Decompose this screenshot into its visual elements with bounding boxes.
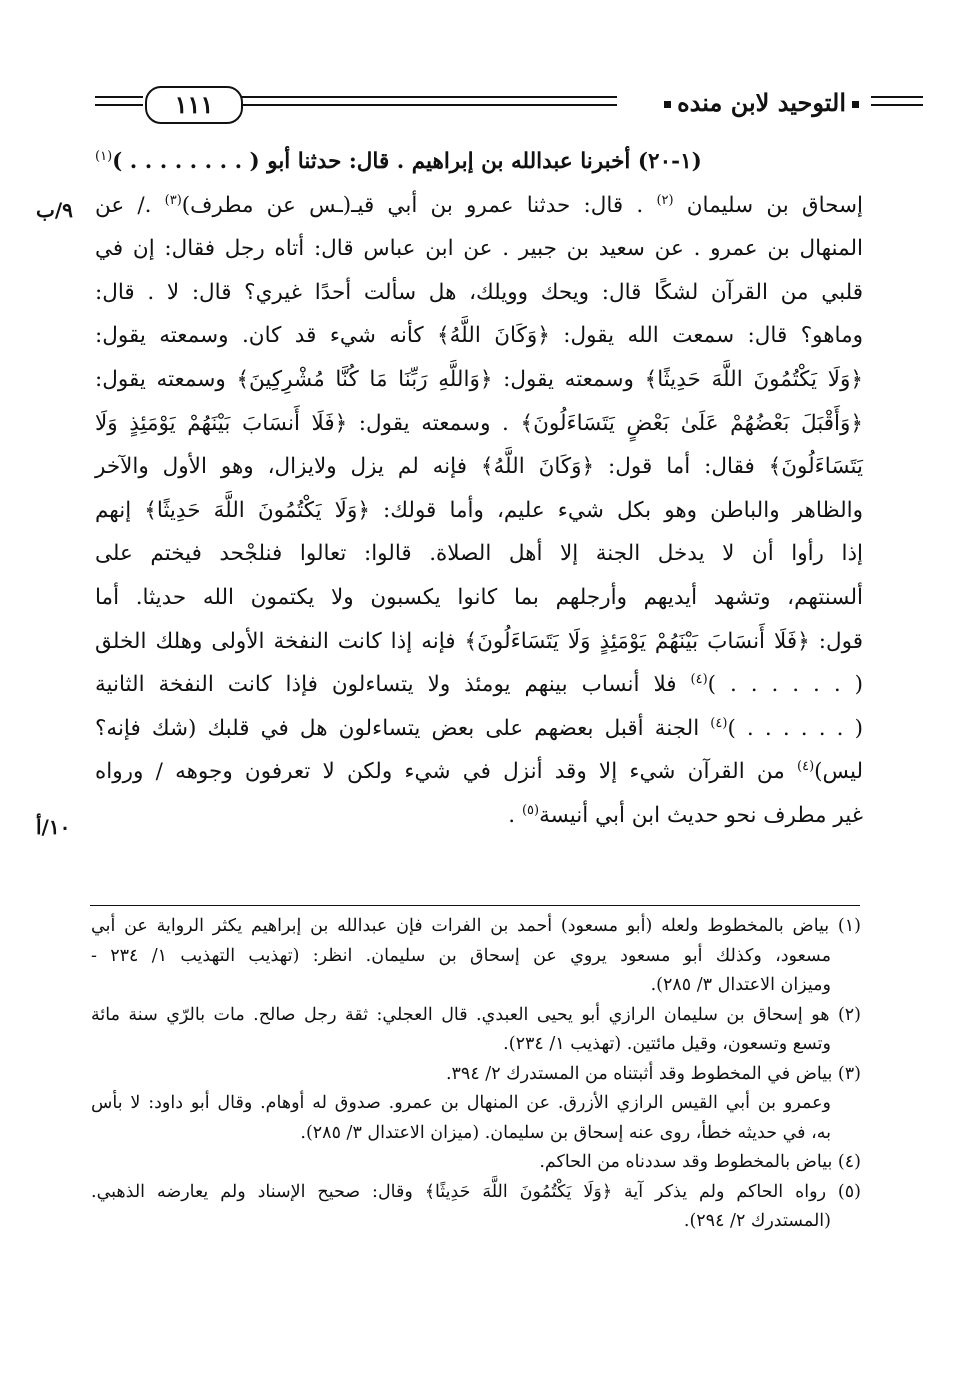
- header-rule-left-2: [95, 104, 143, 106]
- footnote-line: (٢) هو إسحاق بن سليمان الرازي أبو يحيى العبدي. قال العجلي: ثقة رجل صالح. مات بالرّي سنة مائة: [91, 1004, 861, 1025]
- bullet-square: [852, 101, 859, 108]
- header-rule-middle: [241, 96, 617, 98]
- page-number: ١١١: [145, 86, 243, 124]
- text-line: غير مطرف نحو حديث ابن أبي أنيسة$^{(٥)}$ .: [508, 802, 863, 828]
- text-line: إسحاق بن سليمان $^{(٢)}$ . قال: حدثنا عمرو بن أبي قيـ(ـس عن مطرف)$^{(٣)}$ ./ عن: [95, 192, 863, 218]
- footnote-line: (المستدرك ٢/ ٢٩٤).: [683, 1211, 831, 1231]
- text-line: ( . . . . . . )$^{(٤)}$ فلا أنساب بينهم يومئذ ولا يتساءلون فإذا كانت النفخة الثانية: [95, 671, 863, 698]
- text-line: إذا رأوا أن لا يدخل الجنة إلا أهل الصلاة. قالوا: تعالوا فنلجْحد فيختم على: [95, 541, 863, 567]
- footnote-line: وعمرو بن أبي القيس الرازي الأزرق. عن المنهال بن عمرو. صدوق له أوهام. وقال أبو داود: لا بأس: [91, 1093, 831, 1113]
- text-line: ( . . . . . . )$^{(٤)}$ الجنة أقبل بعضهم على بعض يتساءلون هل في قلبك (شك فإنه؟: [95, 715, 863, 741]
- header-rule-left: [95, 96, 143, 98]
- text-line: يَتَسَاءَلُونَ﴾ فقال: أما قول: ﴿وَكَانَ اللَّهُ﴾ فإنه لم يزل ولايزال، وهو الأول والآخر: [95, 454, 863, 480]
- footnote-line: (٥) رواه الحاكم ولم يذكر آية ﴿وَلَا يَكْتُمُونَ اللَّهَ حَدِيثًا﴾ وقال: صحيح الإسناد ولم يعارضه الذهبي.: [91, 1181, 861, 1202]
- header-rule-middle-2: [241, 104, 617, 106]
- header-rule-right: [871, 96, 923, 98]
- running-header: [95, 82, 865, 132]
- footnote-line: (٤) بياض بالمخطوط وقد سددناه من الحاكم.: [539, 1152, 861, 1172]
- main-text: [95, 140, 863, 838]
- book-title: [658, 88, 865, 117]
- footnote-line: وميزان الاعتدال ٣/ ٢٨٥).: [650, 975, 831, 995]
- margin-folio-note: ٩/ب: [36, 198, 73, 222]
- text-line: ﴿وَأَقْبَلَ بَعْضُهُمْ عَلَىٰ بَعْضٍ يَتَسَاءَلُونَ﴾ . وسمعته يقول: ﴿فَلَا أَنسَابَ بَيْنَهُمْ يَوْمَئِذٍ وَلَا: [95, 410, 863, 436]
- footnote-line: مسعود، وكذلك أبو مسعود يروي عن إسحاق بن سليمان. انظر: (تهذيب التهذيب ١/ ٢٣٤ -: [91, 945, 831, 966]
- margin-folio-note: ١٠/أ: [36, 815, 71, 839]
- footnote-line: (٣) بياض في المخطوط وقد أثبتناه من المستدرك ٢/ ٣٩٤.: [445, 1063, 861, 1084]
- footnote-line: به، في حديثه خطأ، روى عنه إسحاق بن سليمان. (ميزان الاعتدال ٣/ ٢٨٥).: [300, 1122, 831, 1143]
- text-line: ﴿وَلَا يَكْتُمُونَ اللَّهَ حَدِيثًا﴾ وسمعته يقول: ﴿وَاللَّهِ رَبِّنَا مَا كُنَّا مُشْرِكِينَ﴾ وسمعته يقول:: [95, 366, 863, 392]
- text-line: قول: ﴿فَلَا أَنسَابَ بَيْنَهُمْ يَوْمَئِذٍ وَلَا يَتَسَاءَلُونَ﴾ فإنه إذا كانت النفخة الأولى وهلك الخلق: [95, 628, 863, 654]
- header-rule-right-2: [871, 104, 923, 106]
- text-line: (١-٢٠) أخبرنا عبدالله بن إبراهيم . قال: حدثنا أبو ( . . . . . . . . )$^{(١)}$: [95, 148, 702, 174]
- footnote-separator: [90, 905, 860, 906]
- text-line: ليس)$^{(٤)}$ من القرآن شيء إلا وقد أنزل في شيء ولكن لا تعرفون وجوهه / ورواه: [95, 759, 863, 785]
- text-line: ألسنتهم، وتشهد أيديهم وأرجلهم بما كانوا يكسبون ولا يكتمون الله حديثا. أما: [95, 584, 863, 610]
- book-title-text: التوحيد لابن منده: [677, 88, 846, 117]
- footnotes: [91, 912, 861, 1237]
- text-line: وماهو؟ قال: سمعت الله يقول: ﴿وَكَانَ اللَّهُ﴾ كأنه شيء قد كان. وسمعته يقول:: [95, 323, 863, 349]
- text-line: المنهال بن عمرو . عن سعيد بن جبير . عن ابن عباس قال: أتاه رجل فقال: إن في: [95, 236, 863, 262]
- text-line: والظاهر والباطن وهو بكل شيء عليم، وأما قولك: ﴿وَلَا يَكْتُمُونَ اللَّهَ حَدِيثًا﴾ إنهم: [95, 497, 863, 523]
- bullet-square: [664, 101, 671, 108]
- footnote-line: وتسع وتسعون، وقيل مائتين. (تهذيب ١/ ٢٣٤).: [503, 1034, 831, 1054]
- footnote-line: (١) بياض بالمخطوط ولعله (أبو مسعود) أحمد بن الفرات فإن عبدالله بن إبراهيم يكثر الرواية عن أبي: [91, 916, 861, 936]
- text-line: قلبي من القرآن لشكًا قال: ويحك وويلك، هل سألت أحدًا غيري؟ قال: لا . قال:: [95, 279, 863, 305]
